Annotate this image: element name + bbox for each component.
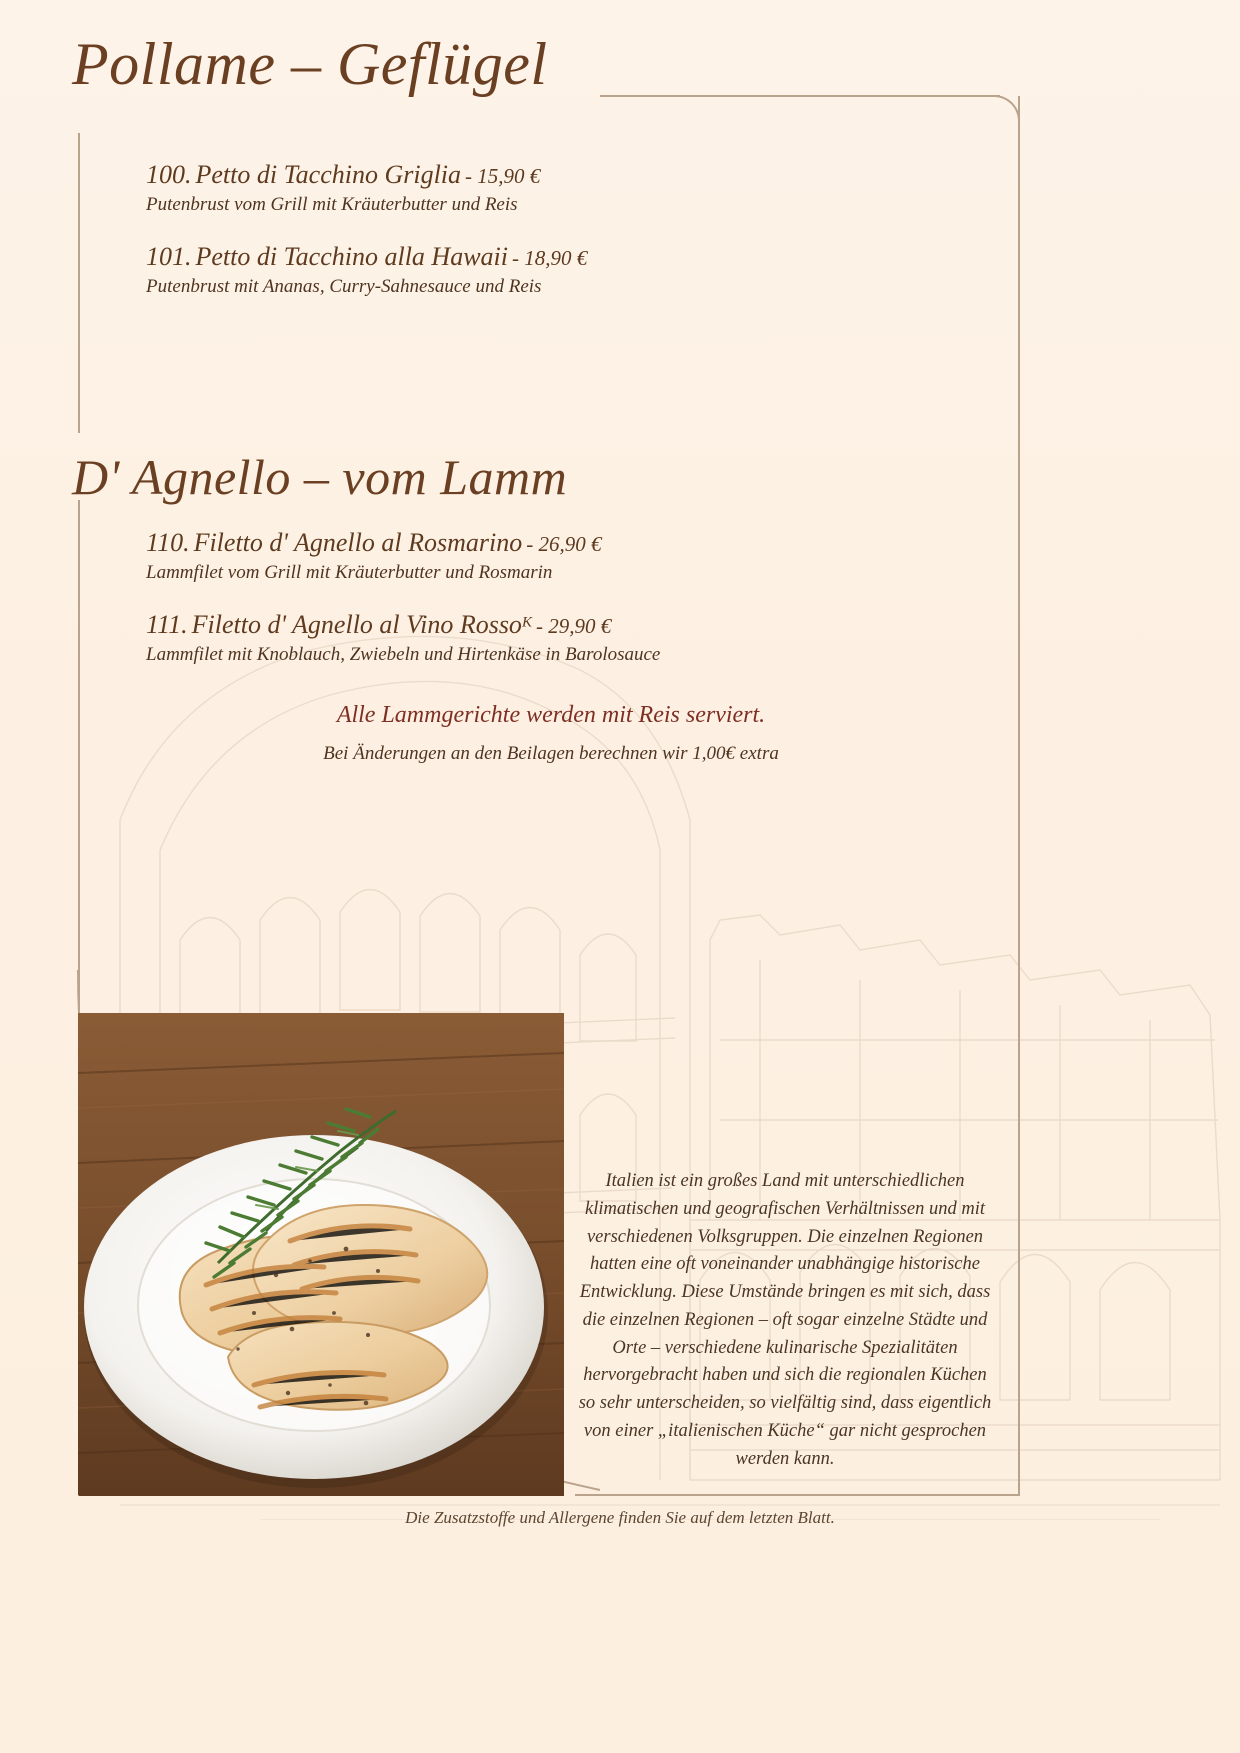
- item-price: - 18,90 €: [511, 246, 588, 270]
- item-description: Lammfilet vom Grill mit Kräuterbutter und Rosmarin: [146, 562, 553, 583]
- lamb-note-main: Alle Lammgerichte werden mit Reis serviert.: [336, 702, 766, 728]
- section-title-poultry: Pollame – Geflügel: [72, 31, 548, 97]
- item-price: - 29,90 €: [535, 614, 612, 638]
- menu-item[interactable]: [146, 528, 976, 584]
- item-name: Petto di Tacchino Griglia: [195, 160, 462, 189]
- item-number: 110.: [146, 528, 190, 557]
- intro-paragraph: Italien ist ein großes Land mit unterschiedlichen klimatischen und geografischen Verhältnissen und mit verschiedenen Volksgruppen. Die einzelnen Regionen hatten eine oft voneinander unabhängige historische Entwicklung. Diese Umstände bringen es mit sich, dass die einzelnen Regionen – oft sogar einzelne Städte und Orte – verschiedene kulinarische Spezialitäten hervorgebracht haben und sich die regionalen Küchen so sehr unterscheiden, so vielfältig sind, dass eigentlich von einer „italienischen Küche“ gar nicht gesprochen werden kann.: [578, 1171, 992, 1469]
- dish-photo: [78, 1013, 564, 1496]
- item-number: 111.: [146, 610, 188, 639]
- menu-section-lamb: [146, 528, 976, 765]
- frame-corner: [992, 95, 1020, 123]
- frame-bottom-rule: [575, 1494, 1020, 1496]
- frame-right-rule: [1018, 96, 1020, 1496]
- frame-top-rule: [600, 95, 1000, 97]
- menu-item[interactable]: [146, 610, 976, 666]
- item-price: - 15,90 €: [465, 164, 541, 188]
- item-name: Filetto d' Agnello al Vino Rosso: [191, 610, 522, 639]
- section-title-lamb: D' Agnello – vom Lamm: [72, 449, 568, 505]
- allergen-superscript: K: [521, 614, 532, 631]
- item-price: - 26,90 €: [526, 532, 602, 556]
- footer-allergen-note: Die Zusatzstoffe und Allergene finden Sie auf dem letzten Blatt.: [405, 1508, 835, 1527]
- item-description: Lammfilet mit Knoblauch, Zwiebeln und Hirtenkäse in Barolosauce: [146, 644, 661, 665]
- menu-item[interactable]: [146, 160, 976, 216]
- item-description: Putenbrust mit Ananas, Curry-Sahnesauce und Reis: [146, 276, 542, 297]
- item-name: Filetto d' Agnello al Rosmarino: [193, 528, 523, 557]
- item-description: Putenbrust vom Grill mit Kräuterbutter und Reis: [146, 194, 518, 215]
- menu-section-poultry: [146, 160, 976, 324]
- item-name: Petto di Tacchino alla Hawaii: [195, 242, 508, 271]
- divider-lamb: [78, 500, 80, 1020]
- menu-item[interactable]: [146, 242, 976, 298]
- lamb-note-sub: Bei Änderungen an den Beilagen berechnen wir 1,00€ extra: [323, 743, 779, 764]
- item-number: 101.: [146, 242, 192, 271]
- item-number: 100.: [146, 160, 192, 189]
- divider-poultry: [78, 133, 80, 433]
